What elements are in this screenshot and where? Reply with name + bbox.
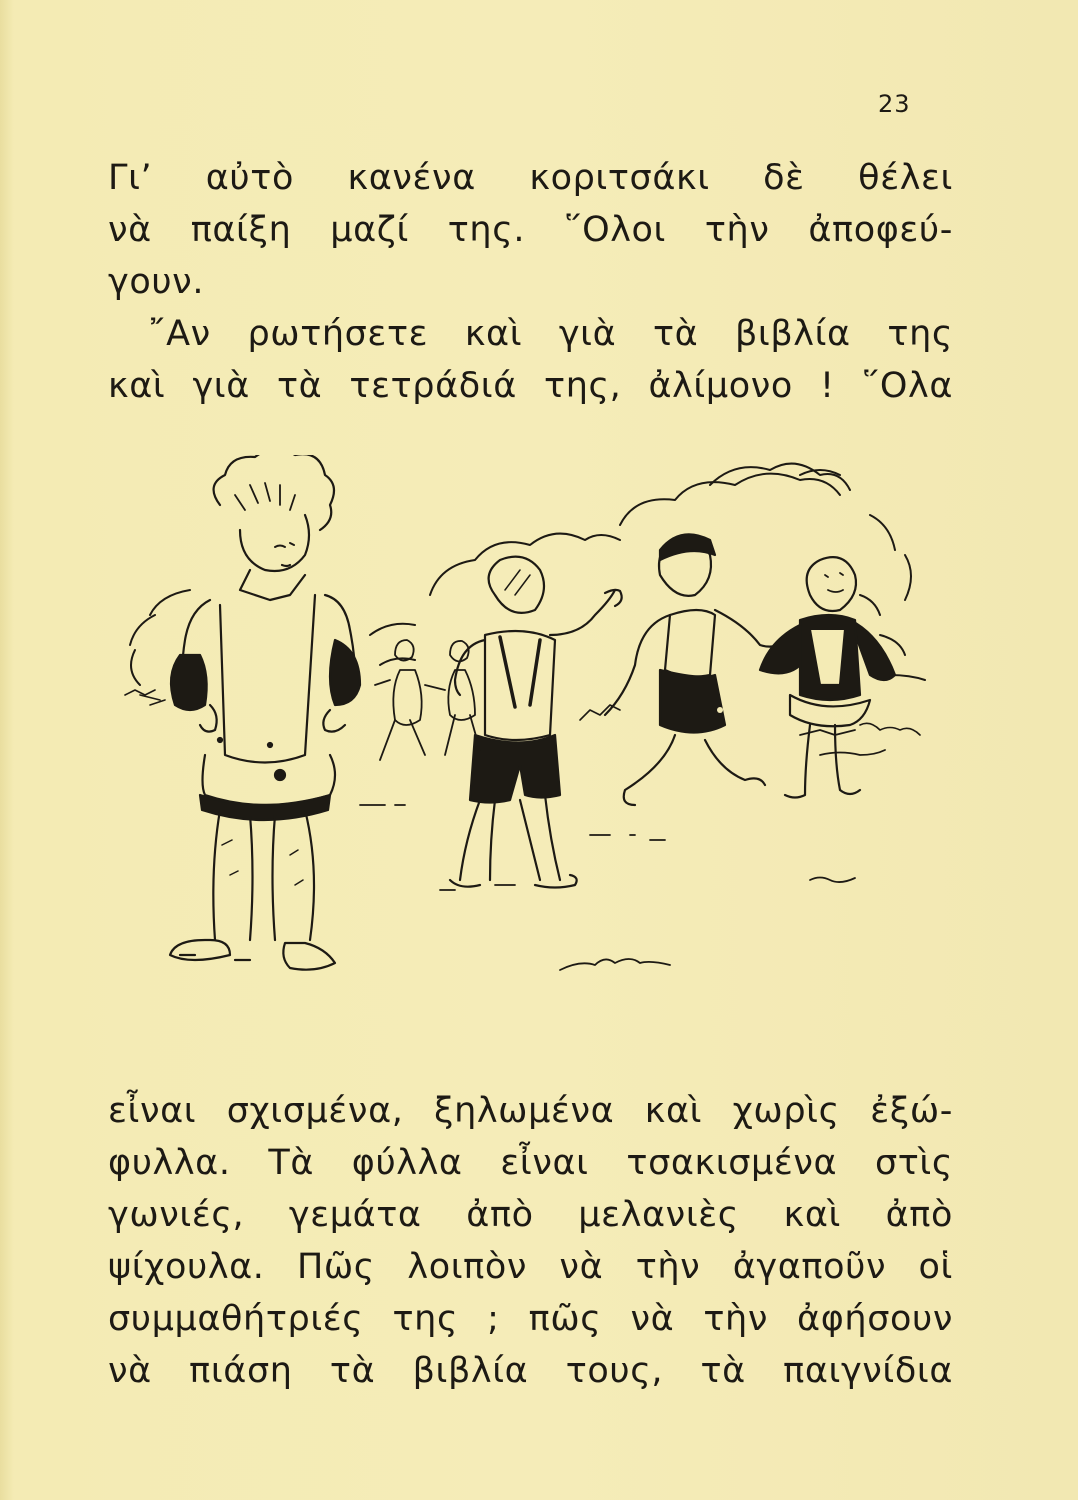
boy-suspenders-figure [450, 557, 622, 888]
top-paragraph [108, 152, 953, 412]
girl-figure [170, 455, 360, 970]
text-line: καὶ γιὰ τὰ τετράδιά της, ἀλίμονο ! ῞Ολα [108, 366, 953, 406]
text-line: Γι’ αὐτὸ κανένα κοριτσάκι δὲ θέλει [108, 158, 953, 198]
text-line: ψίχουλα. Πῶς λοιπὸν νὰ τὴν ἀγαποῦν οἱ [108, 1247, 953, 1287]
bottom-paragraph [108, 1085, 953, 1397]
text-line: γουν. [108, 262, 205, 302]
text-line: ῎Αν ρωτήσετε καὶ γιὰ τὰ βιβλία της [148, 314, 953, 354]
jacket-girl-figure [760, 557, 895, 797]
distant-children [375, 640, 480, 760]
text-line: συμμαθήτριές της ; πῶς νὰ τὴν ἀφήσουν [108, 1299, 953, 1339]
page-number: 23 [878, 90, 911, 118]
text-line: εἶναι σχισμένα, ξηλωμένα καὶ χωρὶς ἐξώ- [108, 1091, 953, 1131]
text-line: νὰ παίξη μαζί της. ῞Ολοι τὴν ἀποφεύ- [108, 210, 953, 250]
text-line: γωνιές, γεμάτα ἀπὸ μελανιὲς καὶ ἀπὸ [108, 1195, 953, 1235]
text-line: φυλλα. Τὰ φύλλα εἶναι τσακισμένα στὶς [108, 1143, 953, 1183]
text-line: νὰ πιάση τὰ βιβλία τους, τὰ παιγνίδια [108, 1351, 953, 1391]
children-playing-illustration [110, 455, 950, 1015]
grass-scribbles [125, 690, 920, 735]
